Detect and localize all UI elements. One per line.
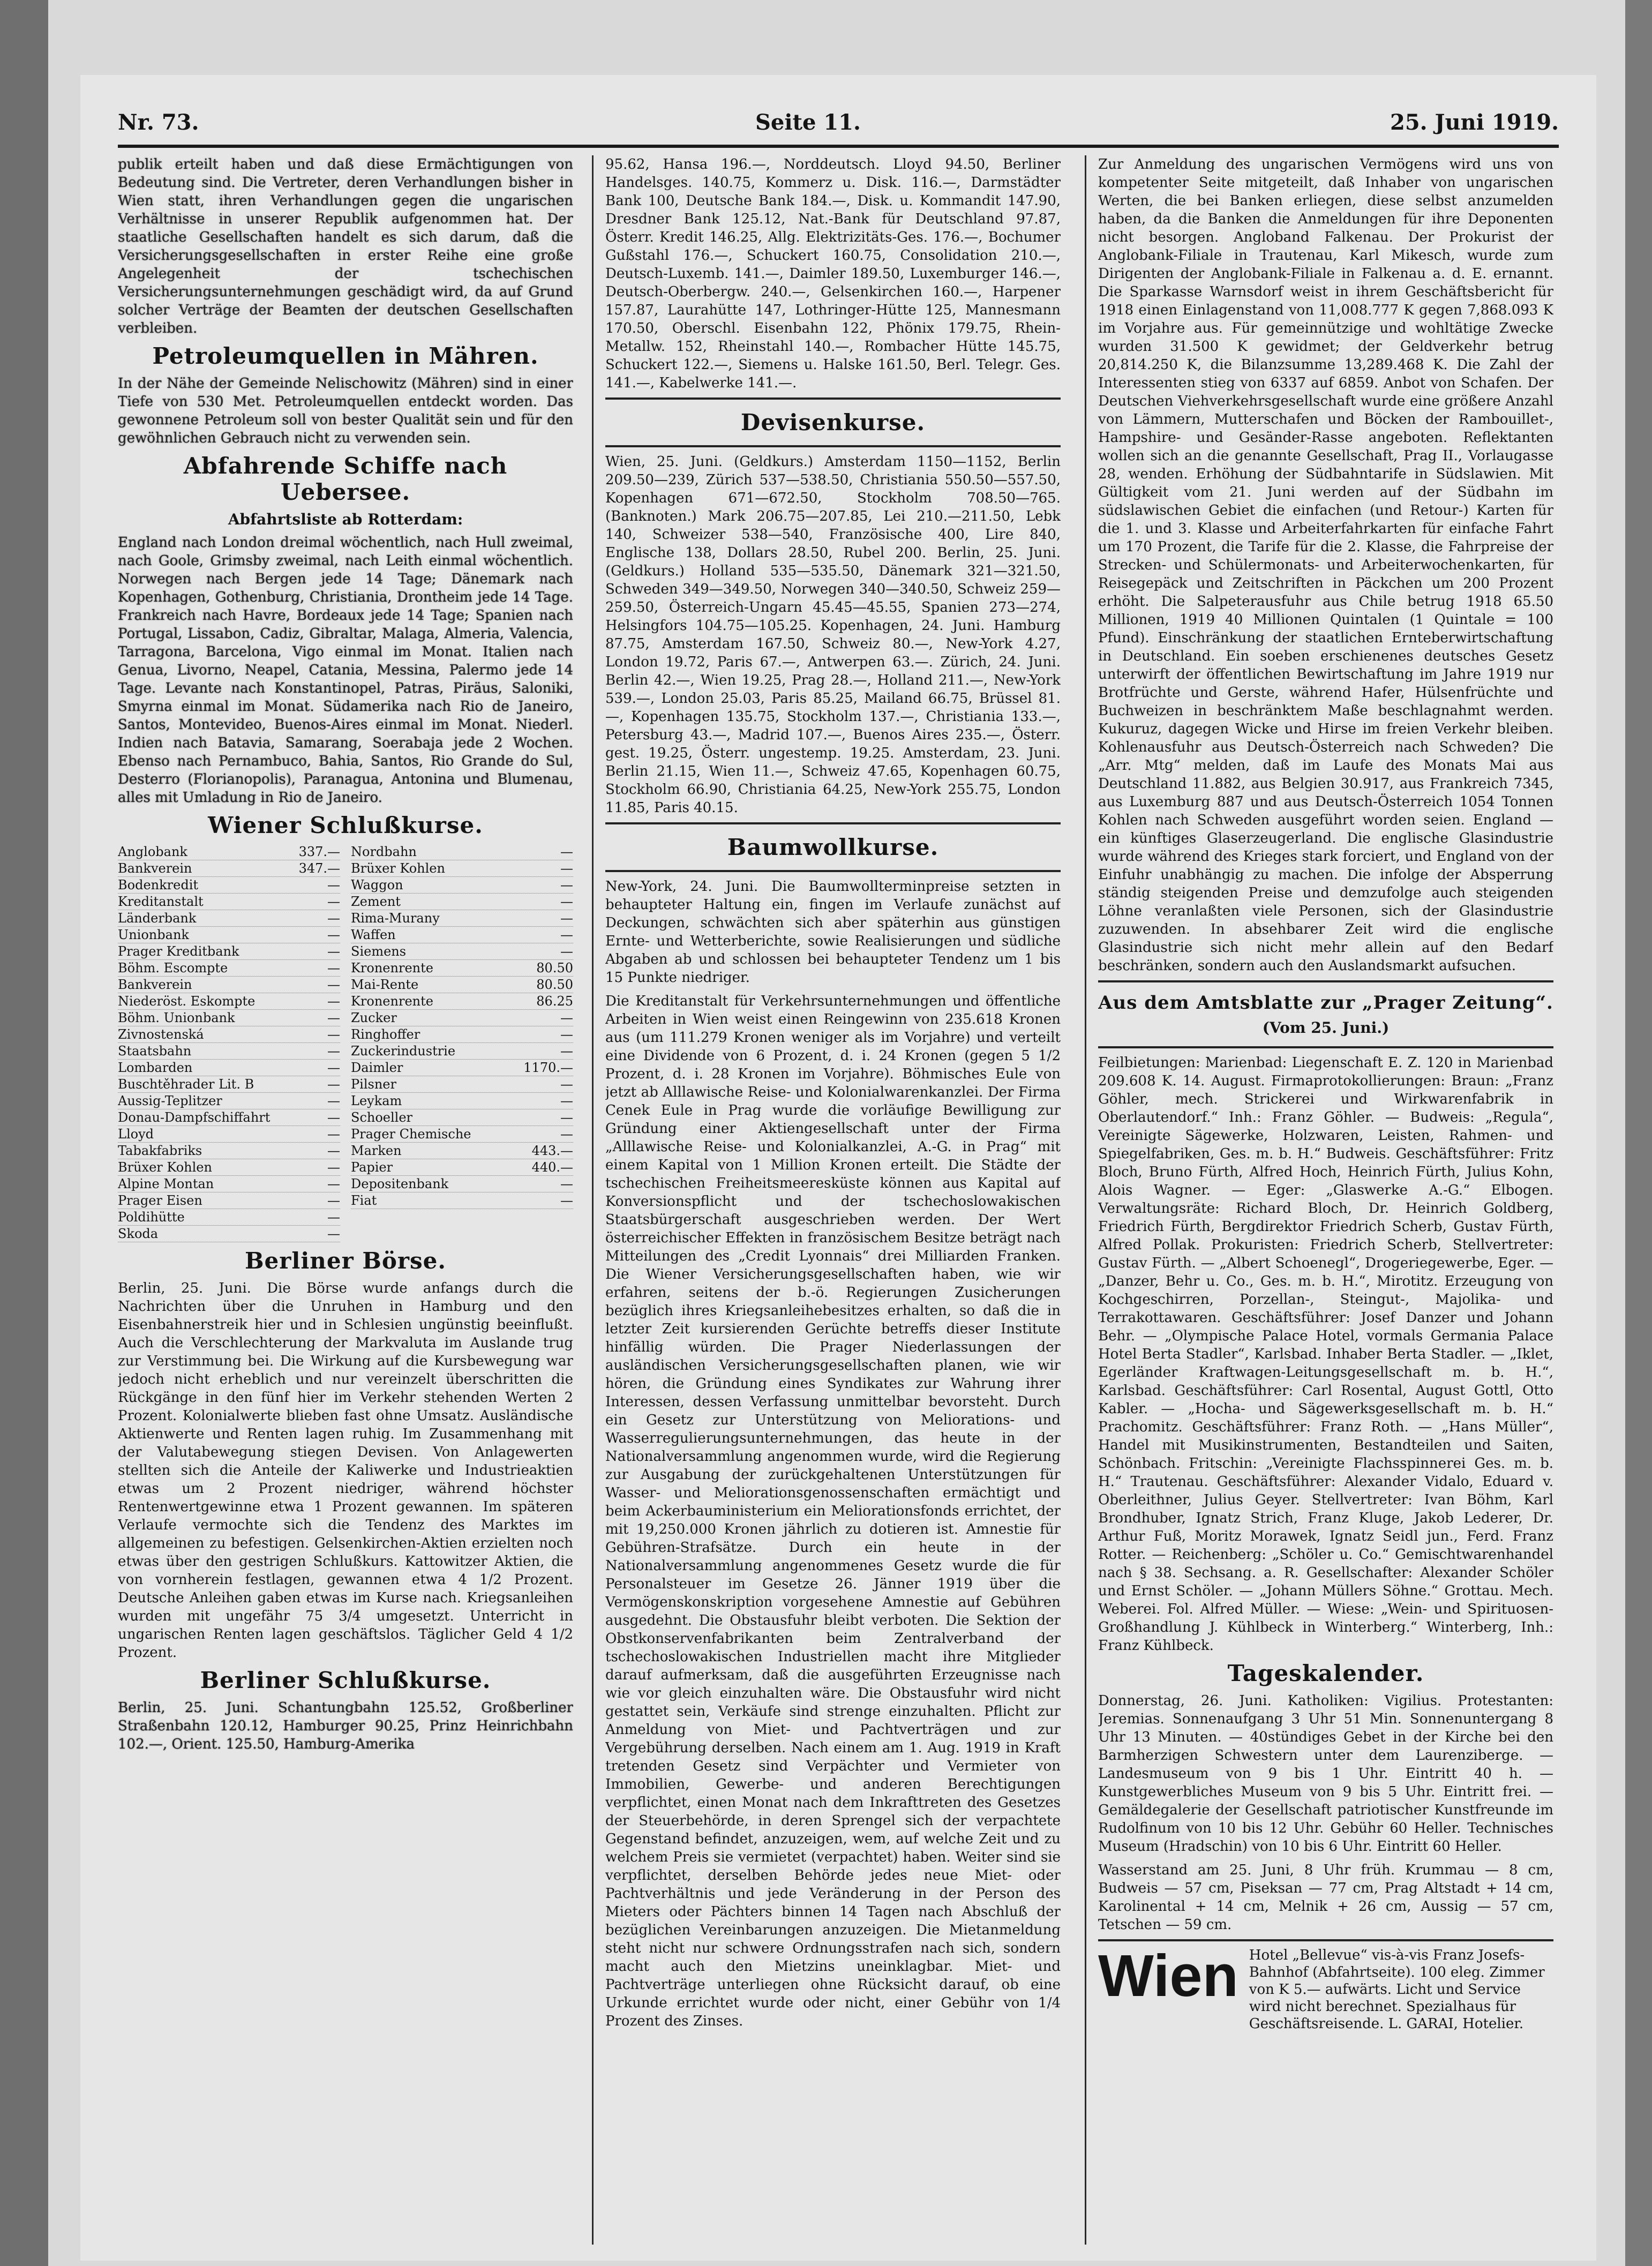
quote-row [118,894,340,910]
quote-value: — [327,1010,340,1025]
quote-name: Bankverein [118,977,192,992]
quote-name: Staatsbahn [118,1044,192,1059]
quote-value: — [560,1077,573,1092]
quote-value: — [560,1110,573,1125]
quote-row [118,1143,340,1159]
quote-name: Daimler [351,1060,403,1075]
quote-value: — [327,977,340,992]
quote-name: Kronenrente [351,994,433,1009]
quote-value: — [327,911,340,926]
quote-name: Depositenbank [351,1176,449,1191]
amtsblatt-box [1098,980,1553,1048]
quote-value: — [327,1143,340,1158]
baumwolle-text: New-York, 24. Juni. Die Baumwollterminpreise setzten in behaupteter Haltung ein, fingen im Verlaufe zunächst auf Deckungen, schwächten sich aber späterhin aus günstigen Ernte- und Wetterberichte, sowie Realisierungen und südliche Abgaben ab und schlossen bei behaupteter Tendenz um 1 bis 15 Punkte niedriger. [605,879,1061,986]
quote-row [118,1209,340,1226]
quote-value: — [327,1044,340,1059]
quote-value: — [327,1226,340,1241]
quote-name: Fiat [351,1193,377,1208]
quote-name: Leykam [351,1093,402,1108]
quote-value: — [560,944,573,959]
kalender-text: Donnerstag, 26. Juni. Katholiken: Vigilius. Protestanten: Jeremias. Sonnenaufgang 3 Uhr 51 Min. Sonnenuntergang 8 Uhr 13 Minuten. — 40stündiges Gebet in der Kirche bei den Barmherzigen Schwestern unter dem Laurenziberge. — Landesmuseum von 9 bis 1 Uhr. Eintritt 40 h. — Kunstgewerbliches Museum von 9 bis 5 Uhr. Eintritt frei. — Gemäldegalerie der Gesellschaft patriotischer Kunstfreunde im Rudolfinum von 10 bis 12 Uhr. Gebühr 60 Heller. Technisches Museum (Hradschin) von 10 bis 6 Uhr. Eintritt 60 Heller. [1098,1693,1553,1855]
quote-row [351,910,573,927]
quote-name: Skoda [118,1226,159,1241]
right-scan-margin [1625,0,1652,2266]
quote-row [118,844,340,860]
quote-name: Ringhoffer [351,1027,420,1042]
baumwolle-heading: Baumwollkurse. [727,834,939,860]
quote-row [351,1126,573,1143]
quote-value: — [327,1027,340,1042]
column-3 [1098,155,1553,2245]
quote-name: Kronenrente [351,961,433,976]
quote-name: Waffen [351,927,396,942]
quote-name: Alpine Montan [118,1176,214,1191]
quote-value: 80.50 [536,961,573,976]
quote-name: Bodenkredit [118,877,199,892]
quote-value: — [560,1010,573,1025]
quote-row [118,1026,340,1043]
amtsblatt-text: Feilbietungen: Marienbad: Liegenschaft E. Z. 120 in Marienbad 209.608 K. 14. August. Firmaprotokollierungen: Braun: „Franz Göhler, mech. Strickerei und Wirkwarenfabrik in Oberlautendorf.“ Inh.: Franz Göhler. — Budweis: „Regula“, Vereinigte Sägewerke, Holzwaren, Leisten, Rahmen- und Spiegelfabriken, Ges. m. b. H.“ Budweis. Geschäftsführer: Fritz Bloch, Bruno Fürth, Alfred Hoch, Heinrich Fürth, Julius Kohn, Alois Wagner. — Eger: „Glaswerke A.-G.“ Elbogen. Verwaltungsräte: Richard Bloch, Dr. Heinrich Goldberg, Friedrich Fürth, Bergdirektor Friedrich Scherb, Gustav Fürth, Alfred Pollak. Prokuristen: Friedrich Scherb, Stellvertreter: Gustav Fürth. — „Albert Schoenegl“, Drogeriegewerbe, Eger. — „Danzer, Behr u. Co., Ges. m. b. H.“, Mirotitz. Erzeugung von Kochgeschirren, Porzellan-, Steingut-, Majolika- und Terrakottawaren. Geschäftsführer: Josef Danzer und Johann Behr. — „Olympische Palace Hotel, vormals Germania Palace Hotel Berta Stadler“, Karlsbad. Inhaber Berta Stadler. — „Iklet, Egerländer Kraftwagen-Leitungsgesellschaft m. b. H.“, Karlsbad. Geschäftsführer: Carl Rosental, August Gottl, Otto Kabler. — „Hocha- und Sägewerksgesellschaft m. b. H.“ Prachomitz. Geschäftsführer: Franz Roth. — „Hans Müller“, Handel mit Musikinstrumenten, Bestandteilen und Saiten, Schönbach. Fritschin: „Vereinigte Flachsspinnerei Ges. m. b. H.“ Trautenau. Geschäftsführer: Alexander Vidalo, Eduard v. Oberleithner, Julius Geyer. Stellvertreter: Ivan Böhm, Karl Brondhuber, Ignatz Strich, Franz Kluge, Jakob Lederer, Dr. Arthur Fuß, Moritz Morawek, Ignatz Seidl jun., Ferd. Franz Rotter. — Reichenberg: „Schöler u. Co.“ Gemischtwarenhandel nach § 38. Sechsang. a. R. Gesellschafter: Alexander Schöler und Ernst Schöler. — „Johann Müllers Söhne.“ Grottau. Mech. Weberei. Fol. Alfred Müller. — Wiese: „Wein- und Spirituosen-Großhandlung J. Kühlbeck in Winterberg.“ Winterberg, Inh.: Franz Kühlbeck. [1098,1055,1553,1654]
quote-value: — [560,1093,573,1108]
quote-name: Unionbank [118,927,189,942]
quote-row [351,1143,573,1159]
quote-row [118,1192,340,1209]
ships-text: England nach London dreimal wöchentlich, nach Hull zweimal, nach Goole, Grimsby zweimal, nach Leith einmal wöchentlich. Norwegen nach Bergen jede 14 Tage; Dänemark nach Kopenhagen, Gothenburg, Christiania, Drontheim jede 14 Tage. Frankreich nach Havre, Bordeaux jede 14 Tage; Spanien nach Portugal, Lissabon, Cadiz, Gibraltar, Malaga, Almeria, Valencia, Tarragona, Barcelona, Vigo einmal im Monat. Italien nach Genua, Livorno, Neapel, Catania, Messina, Palermo jede 14 Tage. Levante nach Konstantinopel, Patras, Piräus, Saloniki, Smyrna einmal im Monat. Südamerika nach Rio de Janeiro, Santos, Montevideo, Buenos-Aires einmal im Monat. Niederl. Indien nach Batavia, Samarang, Soerabaja jede 2 Wochen. Ebenso nach Pernambuco, Bahia, Santos, Rio Grande do Sul, Desterro (Florianopolis), Paranagua, Antonina und Blumenau, alles mit Umladung in Rio de Janeiro. [118,535,573,806]
quote-row [351,844,573,860]
quote-row [351,1043,573,1060]
quote-row [118,960,340,977]
quote-name: Donau-Dampfschiffahrt [118,1110,271,1125]
quote-value: 1170.— [523,1060,573,1075]
quote-name: Zivnostenská [118,1027,204,1042]
quote-value: — [560,877,573,892]
issue-number: Nr. 73. [118,110,199,135]
quote-name: Marken [351,1143,402,1158]
quote-value: 440.— [531,1160,573,1175]
quote-row [351,943,573,960]
quote-value: — [560,1127,573,1142]
quote-row [118,943,340,960]
quote-name: Buschtěhrader Lit. B [118,1077,254,1092]
petroleum-heading: Petroleumquellen in Mähren. [152,343,539,369]
quote-row [118,927,340,943]
page-header [118,102,1559,145]
quote-row [351,1060,573,1076]
quote-name: Länderbank [118,911,197,926]
hotel-advertisement [1098,1939,1553,2032]
quote-name: Mai-Rente [351,977,419,992]
quote-value: — [327,877,340,892]
quote-name: Prager Eisen [118,1193,202,1208]
quote-name: Brüxer Kohlen [118,1160,212,1175]
berlin-close-text: Berlin, 25. Juni. Schantungbahn 125.52, Großberliner Straßenbahn 120.12, Hamburger 90.25, Prinz Heinrichbahn 102.—, Orient. 125.50, Hamburg-Amerika [118,1700,573,1752]
quote-value: 80.50 [536,977,573,992]
quote-name: Brüxer Kohlen [351,861,445,876]
quote-value: — [327,1193,340,1208]
column-divider [1085,155,1086,2245]
quote-name: Anglobank [118,844,187,859]
quote-value: — [560,1044,573,1059]
quote-value: — [327,1060,340,1075]
quote-row [351,1026,573,1043]
berlin-heading: Berliner Börse. [245,1248,446,1274]
quote-name: Prager Chemische [351,1127,471,1142]
wien-quotes-table [118,844,573,1242]
quote-row [351,1109,573,1126]
quote-row [351,927,573,943]
berlin-close-heading: Berliner Schlußkurse. [200,1667,491,1693]
quote-name: Böhm. Escompte [118,961,228,976]
stock-list-text: 95.62, Hansa 196.—, Norddeutsch. Lloyd 94.50, Berliner Handelsges. 140.75, Kommerz u. Disk. 116.—, Darmstädter Bank 100, Deutsche Bank 184.—, Disk. u. Kommandit 147.90, Dresdner Bank 125.12, Nat.-Bank für Deutschland 97.87, Österr. Kredit 146.25, Allg. Elektrizitäts-Ges. 176.—, Bochumer Gußstahl 176.—, Schuckert 160.75, Consolidation 210.—, Deutsch-Luxemb. 141.—, Daimler 189.50, Luxemburger 146.—, Deutsch-Oberbergw. 240.—, Gelsenkirchen 160.—, Harpener 157.87, Laurahütte 147, Lothringer-Hütte 125, Mannesmann 170.50, Oberschl. Eisenbahn 122, Phönix 179.75, Rhein-Metallw. 152, Rheinstahl 140.—, Rombacher Hütte 145.75, Schuckert 122.—, Siemens u. Halske 161.50, Berl. Telegr. Ges. 141.—, Kabelwerke 141.—. [605,156,1061,391]
quote-name: Kreditanstalt [118,894,204,909]
quote-name: Zucker [351,1010,397,1025]
ships-subheading: Abfahrtsliste ab Rotterdam: [228,511,463,528]
quote-value: 337.— [298,844,340,859]
quote-name: Poldihütte [118,1210,185,1225]
quote-value: — [327,1093,340,1108]
ad-wien-logo: Wien [1098,1943,1238,2009]
quote-row [351,960,573,977]
quote-value: 86.25 [536,994,573,1009]
baumwolle-box [605,822,1061,872]
quote-name: Nordbahn [351,844,417,859]
left-scan-margin [0,0,48,2266]
quote-value: — [560,927,573,942]
quote-name: Tabakfabriks [118,1143,202,1158]
quote-row [118,993,340,1010]
quote-row [351,977,573,993]
quote-value: — [560,1193,573,1208]
quote-row [118,1159,340,1176]
ad-text: Hotel „Bellevue“ vis-à-vis Franz Josefs-Bahnhof (Abfahrtseite). 100 eleg. Zimmer von K 5.— aufwärts. Licht und Service wird nicht berechnet. Spezialhaus für Geschäftsreisende. L. GARAI, Hotelier. [1249,1947,1545,2032]
amtsblatt-heading: Aus dem Amtsblatte zur „Prager Zeitung“. [1098,992,1553,1014]
petroleum-text: In der Nähe der Gemeinde Nelischowitz (Mähren) sind in einer Tiefe von 530 Met. Petroleumquellen entdeckt worden. Das gewonnene Petroleum soll von bester Qualität sein und für den gewöhnlichen Gebrauch nicht zu verwenden sein. [118,376,573,446]
devisen-heading: Devisenkurse. [740,409,926,436]
quote-name: Prager Kreditbank [118,944,239,959]
quote-value: — [327,1210,340,1225]
quote-row [351,877,573,894]
wien-quotes-right [351,844,573,1242]
quote-row [351,1159,573,1176]
quote-row [351,1076,573,1093]
economic-notes-2: Zur Anmeldung des ungarischen Vermögens wird uns von kompetenter Seite mitgeteilt, daß Inhaber von ungarischen Werten, die bei Banken erliegen, diese selbst anzumelden haben, da die Banken die Anmeldungen für ihre Deponenten nicht besorgen. Angloband Falkenau. Der Prokurist der Anglobank-Filiale in Trautenau, Karl Mikesch, wurde zum Dirigenten der Anglobank-Filiale in Falkenau a. d. E. ernannt. Die Sparkasse Warnsdorf weist in ihrem Geschäftsbericht für 1918 einen Einlagenstand von 11,008.777 K gegen 7,868.093 K im Vorjahre aus. Für gemeinnützige und wohltätige Zwecke wurden 31.500 K gewidmet; der Geldverkehr betrug 20,814.250 K, die Bilanzsumme 13,289.468 K. Die Zahl der Interessenten stieg von 6337 auf 6859. Anbot von Schafen. Der Deutschen Viehverkehrsgesellschaft wurde eine größere Anzahl von Lämmern, Mutterschafen und Böcken der Rambouillet-, Hampshire- und Gesänder-Rasse angeboten. Reflektanten wollen sich an die genannte Gesellschaft, Prag II., Vorlaugasse 28, wenden. Erhöhung der Südbahntarife in Südslawien. Mit Gültigkeit vom 21. Juni werden auf der Südbahn im südslawischen Gebiet die einfachen (und Retour-) Karten für die 1. und 3. Klasse und Arbeiterfahrkarten für einfache Fahrt um 170 Prozent, die Tarife für die 2. Klasse, die Fahrpreise der Strecken- und Schülermonats- und Arbeiterwochenkarten, für Reisegepäck und Zeitschriften in Päckchen um 200 Prozent erhöht. Die Salpeterausfuhr aus Chile betrug 1918 65.50 Millionen, 1919 40 Millionen Quintalen (1 Quintale = 100 Pfund). Einschränkung der staatlichen Ernteberwirtschaftung in Deutschland. Ein soeben erschienenes deutsches Gesetz unterwirft der öffentlichen Bewirtschaftung im Jahre 1919 nur Brotfrüchte und Gerste, während Hafer, Hülsenfrüchte und Buchweizen in beschränktem Maße beschlagnahmt werden. Kukuruz, dagegen Wicke und Hirse im freien Verkehr bleiben. Kohlenausfuhr aus Deutsch-Österreich nach Schweden? Die „Arr. Mtg“ melden, daß im Laufe des Monats Mai aus Deutschland 11.882, aus Belgien 30.917, aus Frankreich 7345, aus Luxemburg 887 und aus Deutsch-Österreich 1054 Tonnen Kohlen nach Schweden ausgeführt worden seien. England — ein künftiges Glaserzeugerland. Die englische Glasindustrie wurde während des Krieges stark forciert, und England von der Einfuhr unabhängig zu machen. Die infolge der Absperrung ständig steigenden Preise und demzufolge auch steigenden Löhne veranlaßten viele Personen, sich der Glasindustrie zuzuwenden. In absehbarer Zeit wird die englische Glasindustrie sich nicht mehr allein auf den Bedarf beschränken, sondern auch den Auslandsmarkt aufsuchen. [1098,156,1553,974]
quote-value: — [327,1127,340,1142]
ships-heading: Abfahrende Schiffe nach Uebersee. [183,453,508,505]
quote-row [118,1126,340,1143]
quote-value: — [327,927,340,942]
header-rule [118,145,1559,148]
quote-value: — [327,944,340,959]
quote-row [118,877,340,894]
quote-value: — [327,961,340,976]
quote-value: — [560,911,573,926]
quote-value: — [560,844,573,859]
quote-name: Schoeller [351,1110,413,1125]
quote-row [118,910,340,927]
column-1 [118,155,573,2245]
quote-row [351,993,573,1010]
wien-quotes-left [118,844,340,1242]
quote-value: — [560,861,573,876]
quote-row [118,1043,340,1060]
issue-date: 25. Juni 1919. [1390,110,1559,135]
quote-row [351,860,573,877]
quote-value: — [560,894,573,909]
kalender-heading: Tageskalender. [1227,1660,1424,1686]
quote-row [351,1176,573,1192]
quote-name: Siemens [351,944,407,959]
amtsblatt-subheading: (Vom 25. Juni.) [1262,1019,1390,1037]
column-divider [592,155,594,2245]
quote-row [118,1076,340,1093]
column-2 [605,155,1061,2245]
wasserstand-text: Wasserstand am 25. Juni, 8 Uhr früh. Krummau — 8 cm, Budweis — 57 cm, Piseksan — 77 cm, Prag Altstadt + 14 cm, Karolinental + 14 cm, Melnik + 26 cm, Aussig — 57 cm, Tetschen — 59 cm. [1098,1862,1553,1933]
berlin-text: Berlin, 25. Juni. Die Börse wurde anfangs durch die Nachrichten über die Unruhen in Hamburg und den Eisenbahnerstreik hier und in Schlesien ungünstig beeinflußt. Auch die Verschlechterung der Markvaluta im Auslande trug zur Verstimmung bei. Die Wirkung auf die Kursbewegung war jedoch nicht erheblich und nur vereinzelt überschritten die Rückgänge in den fünf hier im Verkehr stehenden Werten 2 Prozent. Kolonialwerte blieben fast ohne Umsatz. Ausländische Aktienwerte und Renten lagen ruhig. Im Zusammenhang mit der Valutabewegung stiegen Devisen. Von Anlagewerten stellten sich die Anteile der Kaliwerke und Industrieaktien etwas um 2 Prozent niedriger, während höchster Rentenwertgewinne etwa 1 Prozent gewannen. Im späteren Verlaufe vermochte sich die Tendenz des Marktes im allgemeinen zu befestigen. Gelsenkirchen-Aktien erzielten noch etwas über den gestrigen Schlußkurs. Kattowitzer Aktien, die von vornherein festlagen, gewannen etwa 4 1/2 Prozent. Deutsche Anleihen gaben etwas im Kurse nach. Kriegsanleihen wurden mit ungefähr 75 3/4 umgesetzt. Unterricht in ungarischen Renten lagen geschäftslos. Täglicher Geld 4 1/2 Prozent. [118,1280,573,1661]
quote-name: Böhm. Unionbank [118,1010,235,1025]
quote-row [118,860,340,877]
quote-row [351,894,573,910]
quote-row [118,1176,340,1192]
quote-name: Pilsner [351,1077,396,1092]
quote-row [118,1093,340,1109]
quote-name: Papier [351,1160,393,1175]
quote-value: — [327,1077,340,1092]
quote-row [118,1226,340,1242]
quote-value: — [560,1176,573,1191]
quote-row [351,1010,573,1026]
newspaper-page [80,75,1596,2261]
quote-value: — [327,994,340,1009]
quote-value: — [327,1110,340,1125]
wien-heading: Wiener Schlußkurse. [208,812,483,838]
devisen-box [605,397,1061,447]
quote-value: 443.— [531,1143,573,1158]
economic-notes: Die Kreditanstalt für Verkehrsunternehmungen und öffentliche Arbeiten in Wien weist einen Reingewinn von 235.618 Kronen aus (um 111.279 Kronen weniger als im Vorjahre) und verteilt eine Dividende von 6 Prozent, d. i. 24 Kronen (gegen 5 1/2 Prozent, d. i. 28 Kronen im Vorjahre). Böhmisches Eule von jetzt ab Alllawische Reise- und Kolonialwarenkanzlei. Der Firma Cenek Eule in Prag wurde die vorläufige Bewilligung zur Gründung einer Aktiengesellschaft unter der Firma „Alllawische Reise- und Kolonialkanzlei, A.-G. in Prag“ mit einem Kapital von 1 Million Kronen erteilt. Die Städte der tschechischen Freiheitsmeeresküste können aus Kapital auf Konversionspflicht und der tschechoslowakischen Staatsbürgerschaft ausgeschrieben werden. Der Wert österreichischer Effekten in französischem Besitze beträgt nach Mitteilungen des „Credit Lyonnais“ drei Milliarden Franken. Die Wiener Versicherungsgesellschaften haben, wie wir erfahren, seitens der b.-ö. Regierungen Zusicherungen bezüglich ihres Kriegsanleihebesitzes erhalten, so daß die in letzter Zeit kursierenden Gerüchte betreffs dieser Institute hinfällig würden. Die Prager Niederlassungen der ausländischen Versicherungsgesellschaften planen, wie wir hören, die Gründung eines Syndikates zur Wahrung ihrer Interessen, dessen Verfassung unmittelbar bevorsteht. Durch ein Gesetz zur Unterstützung von Meliorations- und Wasserregulierungsunternehmungen, das heute in der Nationalversammlung angenommen wurde, wird die Regierung zur Ausgabung der zurückgehaltenen Unterstützungen für Wasser- und Meliorationsgenossenschaften ermächtigt und beim Ackerbauministerium ein Meliorationsfonds errichtet, der mit 19,250.000 Kronen jährlich zu dotieren ist. Amnestie für Gebühren-Strafsätze. Durch ein heute in der Nationalversammlung angenommenes Gesetz wurde die für Personalsteuer im Gesetze 26. Jänner 1919 über die Vermögenskonskription vorgesehene Amnestie auf Gebühren ausgedehnt. Die Obstausfuhr bleibt verboten. Die Sektion der Obstkonservenfabrikanten beim Zentralverband der tschechoslowakischen Industriellen macht ihre Mitglieder darauf aufmerksam, daß die ausgeführten Erzeugnisse nach wie vor gleich einzuhalten wäre. Die Obstausfuhr wird nicht gestattet sein, Verkäufe sind strenge einzuhalten. Pflicht zur Anmeldung von Miet- und Pachtverträgen und zur Vergebührung derselben. Nach einem am 1. Aug. 1919 in Kraft tretenden Gesetz sind Verpächter und Vermieter von Immobilien, Gewerbe- und anderen Berechtigungen verpflichtet, einen Monat nach dem Inkrafttreten des Gesetzes der Steuerbehörde, in deren Sprengel sich der verpachtete Gegenstand befindet, anzuzeigen, wem, auf welche Zeit und zu welchem Preis sie vermietet (verpachtet) haben. Weiter sind sie verpflichtet, derselben Behörde jedes neue Miet- oder Pachtverhältnis und jede Veränderung in der Person des Mieters oder Pächters binnen 14 Tagen nach Abschluß der bezüglichen Vereinbarungen anzuzeigen. Die Mietanmeldung steht nicht nur schwere Ordnungsstrafen nach sich, sondern macht auch den Mietzins uneinklagbar. Miet- und Pachtverträge unterliegen ohne Rücksicht darauf, ob eine Urkunde errichtet wurde oder nicht, einer Gebühr von 1/4 Prozent des Zinses. [605,993,1061,2029]
quote-row [118,977,340,993]
quote-name: Aussig-Teplitzer [118,1093,222,1108]
quote-name: Zement [351,894,401,909]
quote-row [118,1060,340,1076]
quote-value: — [327,1176,340,1191]
quote-row [351,1093,573,1109]
quote-name: Bankverein [118,861,192,876]
page-number: Seite 11. [755,110,861,135]
quote-row [351,1192,573,1209]
quote-name: Zuckerindustrie [351,1044,456,1059]
article-intro: publik erteilt haben und daß diese Ermächtigungen von Bedeutung sind. Die Vertreter, deren Verhandlungen bisher in Wien statt, ihren Verhandlungen gegen die ungarischen Verhältnisse in unserer Republik aufgenommen hat. Der staatliche Gesellschaften handelt es sich darum, daß die Versicherungsgesellschaften in erster Reihe eine große Angelegenheit der tschechischen Versicherungsunternehmungen geschädigt wird, da auf Grund solcher Verträge der Beamten der deutschen Gesellschaften verbleiben. [118,156,573,336]
quote-name: Lloyd [118,1127,154,1142]
quote-row [118,1109,340,1126]
quote-row [118,1010,340,1026]
quote-name: Rima-Murany [351,911,440,926]
quote-value: 347.— [298,861,340,876]
devisen-text: Wien, 25. Juni. (Geldkurs.) Amsterdam 1150—1152, Berlin 209.50—239, Zürich 537—538.50, Christiania 550.50—557.50, Kopenhagen 671—672.50, Stockholm 708.50—765. (Banknoten.) Mark 206.75—207.85, Lei 210.—211.50, Lebk 140, Schweizer 538—540, Französische 400, Lire 840, Englische 138, Dollars 28.50, Rubel 200. Berlin, 25. Juni. (Geldkurs.) Holland 535—535.50, Dänemark 321—321.50, Schweden 349—349.50, Norwegen 340—340.50, Schweiz 259—259.50, Österreich-Ungarn 45.45—45.55, Spanien 273—274, Helsingfors 104.75—105.25. Kopenhagen, 24. Juni. Hamburg 87.75, Amsterdam 167.50, Schweiz 80.—, New-York 4.27, London 19.72, Paris 67.—, Antwerpen 63.—. Zürich, 24. Juni. Berlin 42.—, Wien 19.25, Prag 28.—, Holland 211.—, New-York 539.—, London 25.03, Paris 85.25, Mailand 66.75, Brüssel 81.—, Kopenhagen 135.75, Stockholm 137.—, Christiania 133.—, Petersburg 43.—, Madrid 107.—, Buenos Aires 235.—, Österr. gest. 19.25, Österr. ungestemp. 19.25. Amsterdam, 23. Juni. Berlin 21.15, Wien 11.—, Schweiz 47.65, Kopenhagen 60.75, Stockholm 66.90, Christiania 64.25, New-York 255.75, London 11.85, Paris 40.15. [605,454,1061,816]
quote-name: Niederöst. Eskompte [118,994,256,1009]
quote-value: — [327,1160,340,1175]
quote-value: — [560,1027,573,1042]
quote-name: Lombarden [118,1060,193,1075]
quote-value: — [327,894,340,909]
quote-name: Waggon [351,877,403,892]
